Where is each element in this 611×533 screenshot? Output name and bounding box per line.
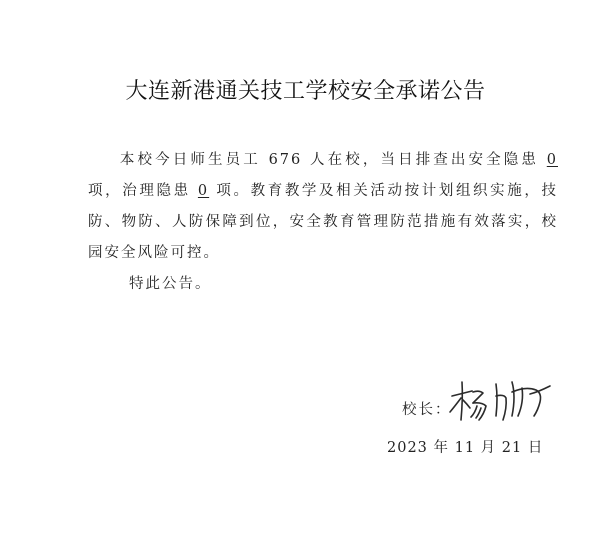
- principal-label: 校长：: [402, 402, 452, 418]
- body-text-part-3: 项。教育教学及相关活动按计划组织实施，技防、物防、人防保障到位，安全教育管理防范措施有效落实，校园安全风险可控。: [88, 183, 559, 261]
- hazards-fixed-count: 0: [197, 183, 210, 199]
- announcement-body: [88, 145, 558, 269]
- document-date: 2023 年 11 月 21 日: [387, 440, 544, 456]
- body-paragraph: [88, 145, 558, 269]
- hazards-found-count: 0: [546, 152, 558, 168]
- closing-statement: 特此公告。: [129, 276, 212, 292]
- handwritten-signature: [446, 376, 554, 426]
- document-title: 大连新港通关技工学校安全承诺公告: [125, 79, 486, 104]
- body-text-part-2: 项，治理隐患: [88, 183, 198, 199]
- body-text-part-1: 本校今日师生员工 676 人在校，当日排查出安全隐患: [119, 152, 547, 168]
